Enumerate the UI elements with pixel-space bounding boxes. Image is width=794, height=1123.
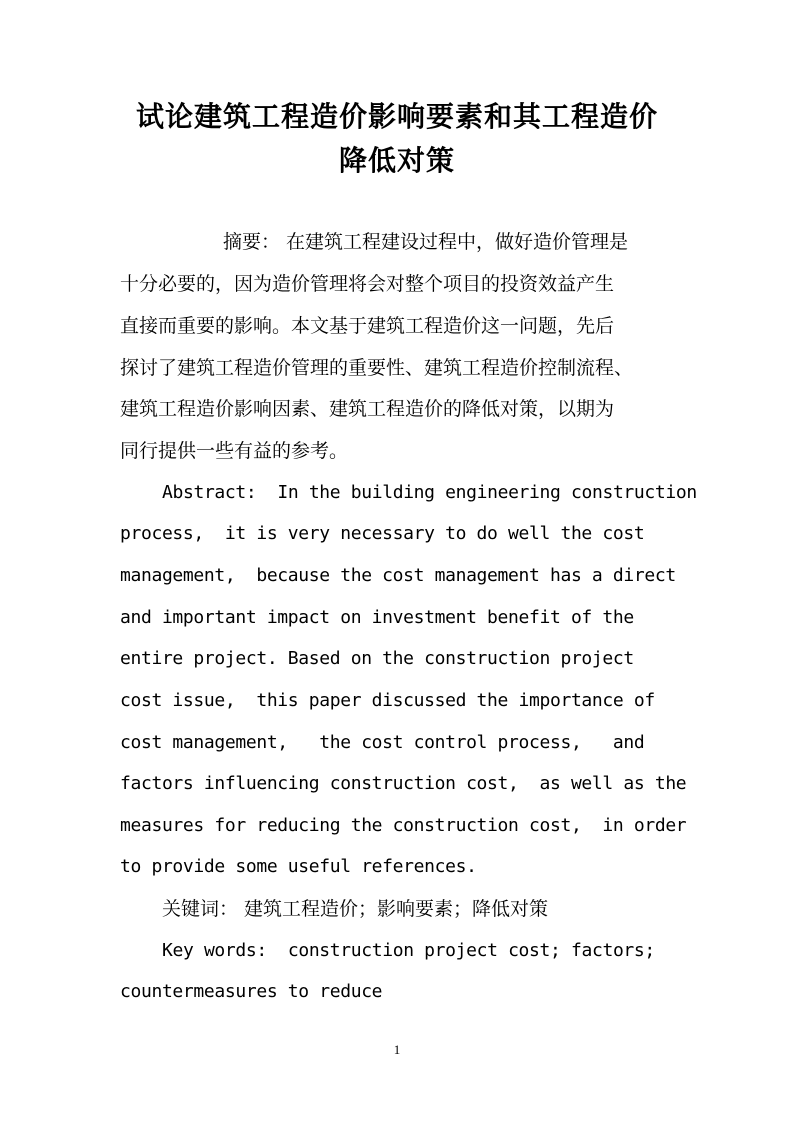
abstract-en-line: Abstract: In the building engineering construction: [162, 482, 697, 503]
abstract-en-line: management, because the cost management has a direct: [120, 565, 676, 586]
keywords-en-line: Key words: construction project cost; factors;: [162, 940, 655, 961]
abstract-en-line: cost management, the cost control process, and: [120, 732, 645, 753]
abstract-en-line: process, it is very necessary to do well the cost: [120, 523, 645, 544]
abstract-cn-line: 直接而重要的影响。本文基于建筑工程造价这一问题，先后: [120, 315, 615, 337]
abstract-cn-line: 同行提供一些有益的参考。: [120, 440, 349, 462]
keywords-en-line: countermeasures to reduce: [120, 981, 383, 1002]
abstract-en-line: to provide some useful references.: [120, 856, 477, 877]
abstract-en-line: measures for reducing the construction cost, in order: [120, 815, 687, 836]
document-title-line-1: 试论建筑工程造价影响要素和其工程造价: [135, 100, 658, 133]
abstract-cn-line: 建筑工程造价影响因素、建筑工程造价的降低对策，以期为: [120, 398, 615, 420]
abstract-en-line: entire project. Based on the construction project: [120, 648, 634, 669]
abstract-cn-line: 探讨了建筑工程造价管理的重要性、建筑工程造价控制流程、: [120, 357, 634, 379]
abstract-en-line: cost issue, this paper discussed the importance of: [120, 690, 655, 711]
abstract-cn-line: 摘要： 在建筑工程建设过程中，做好造价管理是: [223, 231, 629, 253]
abstract-en-line: factors influencing construction cost, as well as the: [120, 773, 687, 794]
abstract-cn-line: 十分必要的，因为造价管理将会对整个项目的投资效益产生: [120, 273, 615, 295]
page-number: 1: [393, 1042, 401, 1057]
keywords-cn: 关键词： 建筑工程造价；影响要素；降低对策: [162, 898, 549, 920]
abstract-en-line: and important impact on investment benefit of the: [120, 607, 634, 628]
document-title-line-2: 降低对策: [338, 144, 455, 177]
